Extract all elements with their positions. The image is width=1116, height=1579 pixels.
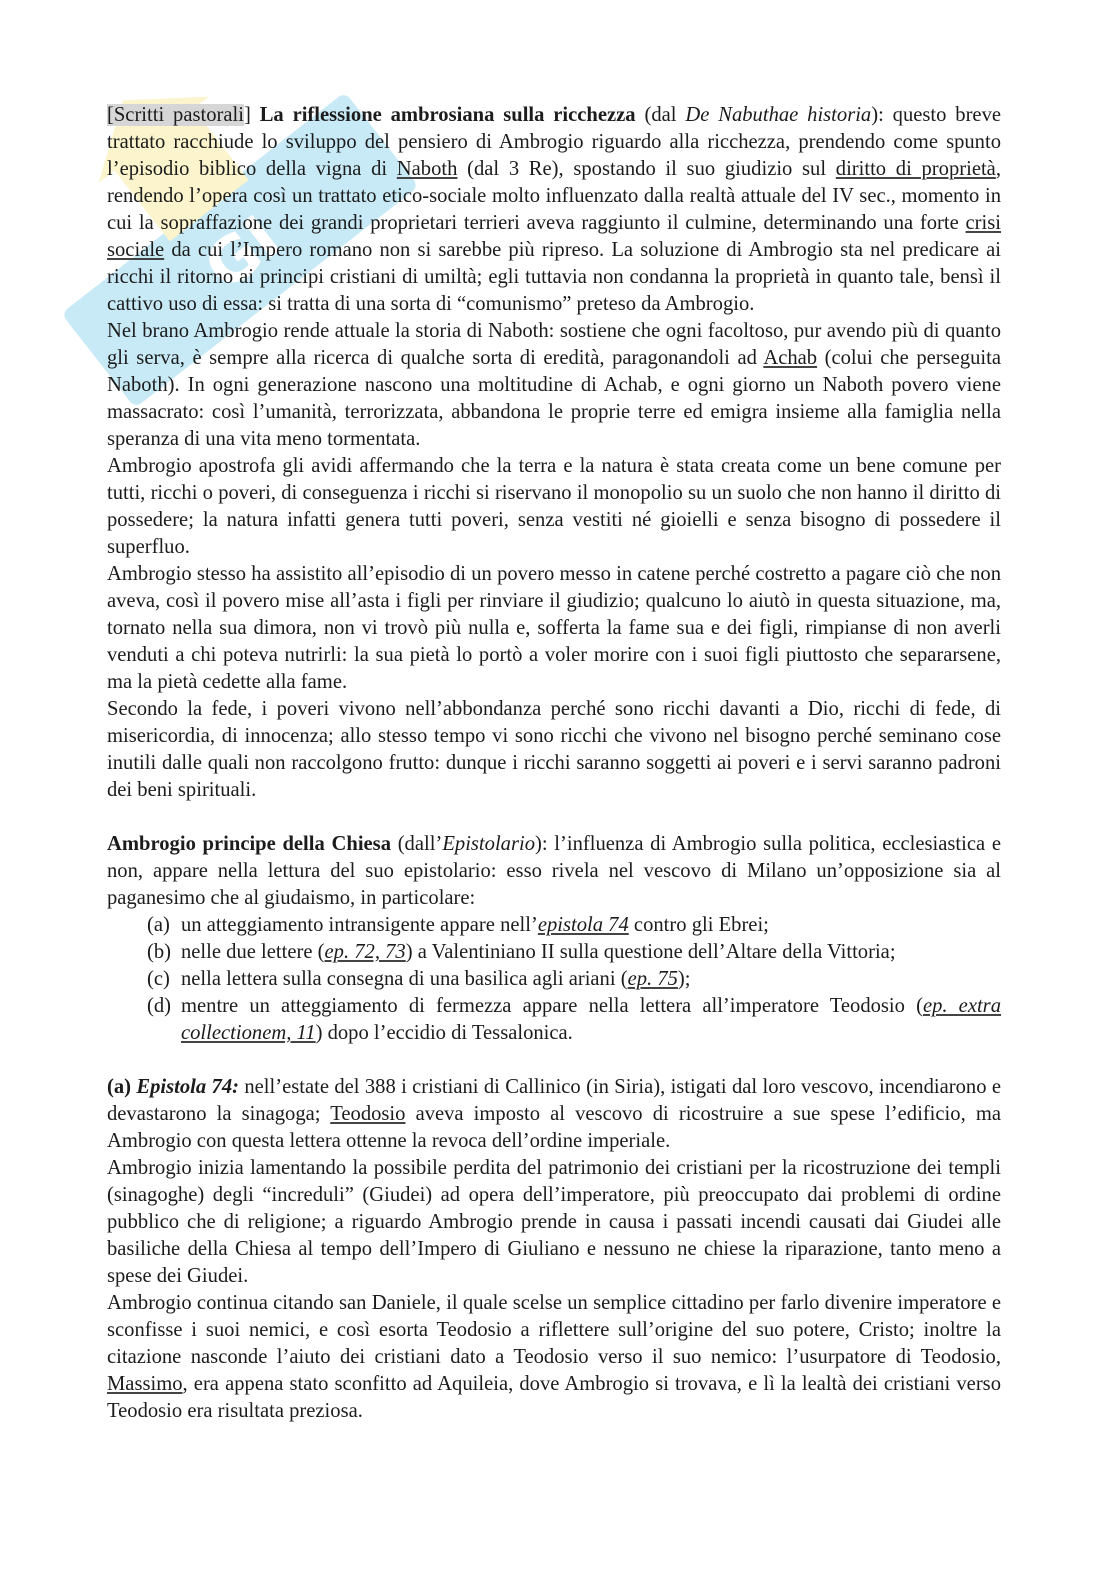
link-ep-75[interactable]: ep. 75 [627, 968, 678, 990]
paragraph-avidi: Ambrogio apostrofa gli avidi affermando che la terra e la natura è stata creata come un bene comune per tutti, ricchi o poveri, di conseguenza i ricchi si riservano il monopolio su un suolo che non hanno il diritto di possedere; la natura infatti genera tutti poveri, senza vestiti né gioielli e senza bisogno di possedere il superfluo. [107, 455, 1001, 558]
epistle-list [107, 912, 1001, 1047]
section-epistola-74: (a) Epistola 74: nell’estate del 388 i cristiani di Callinico (in Siria), istigati dal loro vescovo, incendiarono e devastarono la sinagoga; Teodosio aveva imposto al vescovo di ricostruire a sue spese l’edificio, ma Ambrogio con questa lettera ottenne la revoca dell’ordine imperiale. [107, 1076, 1002, 1152]
link-teodosio[interactable]: Teodosio [330, 1103, 406, 1125]
link-epistola-74[interactable]: epistola 74 [537, 914, 629, 936]
spacer [107, 804, 1001, 831]
document-page [107, 102, 1001, 1425]
list-item: (b) nelle due lettere (ep. 72, 73) a Valentiniano II sulla questione dell’Altare della Vittoria; [147, 941, 896, 963]
work-title: Epistolario [442, 833, 535, 855]
section-title: La riflessione ambrosiana sulla ricchezza [259, 104, 636, 126]
list-item: (d) mentre un atteggiamento di fermezza appare nella lettera all’imperatore Teodosio (ep. extra collectionem, 11) dopo l’eccidio di Tessalonica. [147, 995, 1001, 1044]
paragraph-templi: Ambrogio inizia lamentando la possibile perdita del patrimonio dei cristiani per la ricostruzione dei templi (sinagoghe) degli “increduli” (Giudei) ad opera dell’imperatore, più preoccupato dai problemi di ordine pubblico che di religione; a riguardo Ambrogio prende in causa i passati incendi causati dai Giudei alle basiliche della Chiesa al tempo dell’Impero di Giuliano e nessuno ne chiese la riparazione, tanto meno a spese dei Giudei. [107, 1157, 1001, 1287]
section-title: Ambrogio principe della Chiesa [107, 833, 391, 855]
work-title: De Nabuthae historia [685, 104, 872, 126]
link-ep-72-73[interactable]: ep. 72, 73 [324, 941, 406, 963]
paragraph-fede: Secondo la fede, i poveri vivono nell’abbondanza perché sono ricchi davanti a Dio, ricchi di fede, di misericordia, di innocenza; allo stesso tempo vi sono ricchi che vivono nel bisogno perché seminano cose inutili dalle quali non raccolgono frutto: dunque i ricchi saranno soggetti ai poveri e i servi saranno padroni dei beni spirituali. [107, 698, 1001, 801]
link-ep-extra-collectionem-11[interactable]: ep. extra collectionem, 11 [181, 995, 1001, 1044]
link-naboth[interactable]: Naboth [396, 158, 458, 180]
section-title: Epistola 74: [136, 1076, 239, 1098]
link-crisi-sociale[interactable]: crisi sociale [107, 212, 1001, 261]
paragraph-povero: Ambrogio stesso ha assistito all’episodio di un povero messo in catene perché costretto a pagare ciò che non aveva, così il povero mise all’asta i figli per rinviare il giudizio; qualcuno lo aiutò in questa situazione, ma, tornato nella sua dimora, non vi trovò più nulla e, sofferta la fame sua e dei figli, rimpianse di non averli venduti a chi poteva nutrirli: la sua pietà lo portò a voler morire con i suoi figli piuttosto che separarsene, ma la pietà cedette alla fame. [107, 563, 1001, 693]
spacer [107, 1047, 1001, 1074]
paragraph-naboth: Nel brano Ambrogio rende attuale la storia di Naboth: sostiene che ogni facoltoso, pur avendo più di quanto gli serva, è sempre alla ricerca di qualche sorta di eredità, paragonandoli ad Achab (colui che perseguita Naboth). In ogni generazione nascono una moltitudine di Achab, e ogni giorno un Naboth povero viene massacrato: così l’umanità, terrorizzata, abbandona le proprie terre ed emigra insieme alla famiglia nella speranza di una vita meno tormentata. [107, 320, 1001, 450]
list-item: (c) nella lettera sulla consegna di una basilica agli ariani (ep. 75); [147, 968, 691, 990]
link-diritto-di-proprieta[interactable]: diritto di proprietà [835, 158, 996, 180]
section-ricchezza-intro: [Scritti pastorali] La riflessione ambrosiana sulla ricchezza (dal De Nabuthae historia): questo breve trattato racchiude lo sviluppo del pensiero di Ambrogio riguardo alla ricchezza, prendendo come spunto l’episodio biblico della vigna di Naboth (dal 3 Re), spostando il suo giudizio sul diritto di proprietà, rendendo l’opera così un trattato etico-sociale molto influenzato dalla realtà attuale del IV sec., momento in cui la sopraffazione dei grandi proprietari terrieri aveva raggiunto il culmine, determinando una forte crisi sociale da cui l’Impero romano non si sarebbe più ripreso. La soluzione di Ambrogio sta nel predicare ai ricchi il ritorno ai principi cristiani di umiltà; egli tuttavia non condanna la proprietà in quanto tale, bensì il cattivo uso di essa: si tratta di una sorta di “comunismo” preteso da Ambrogio. [107, 104, 1002, 315]
link-massimo[interactable]: Massimo [107, 1373, 183, 1395]
svg-text:GI: GI [190, 201, 294, 305]
section-tag: [Scritti pastorali [107, 104, 244, 126]
link-achab[interactable]: Achab [763, 347, 818, 369]
list-item: (a) un atteggiamento intransigente appare nell’epistola 74 contro gli Ebrei; [147, 914, 769, 936]
section-chiesa-intro: Ambrogio principe della Chiesa (dall’Epistolario): l’influenza di Ambrogio sulla politica, ecclesiastica e non, appare nella lettura del suo epistolario: esso rivela nel vescovo di Milano un’opposizione sia al paganesimo che al giudaismo, in particolare: [107, 833, 1001, 909]
paragraph-daniele: Ambrogio continua citando san Daniele, il quale scelse un semplice cittadino per farlo divenire imperatore e sconfisse i suoi nemici, e così esorta Teodosio a riflettere sull’origine del suo potere, Cristo; inoltre la citazione nasconde l’aiuto dei cristiani dato a Teodosio verso il suo nemico: l’usurpatore di Teodosio, Massimo, era appena stato sconfitto ad Aquileia, dove Ambrogio si trovava, e lì la lealtà dei cristiani verso Teodosio era risultata preziosa. [107, 1292, 1001, 1422]
